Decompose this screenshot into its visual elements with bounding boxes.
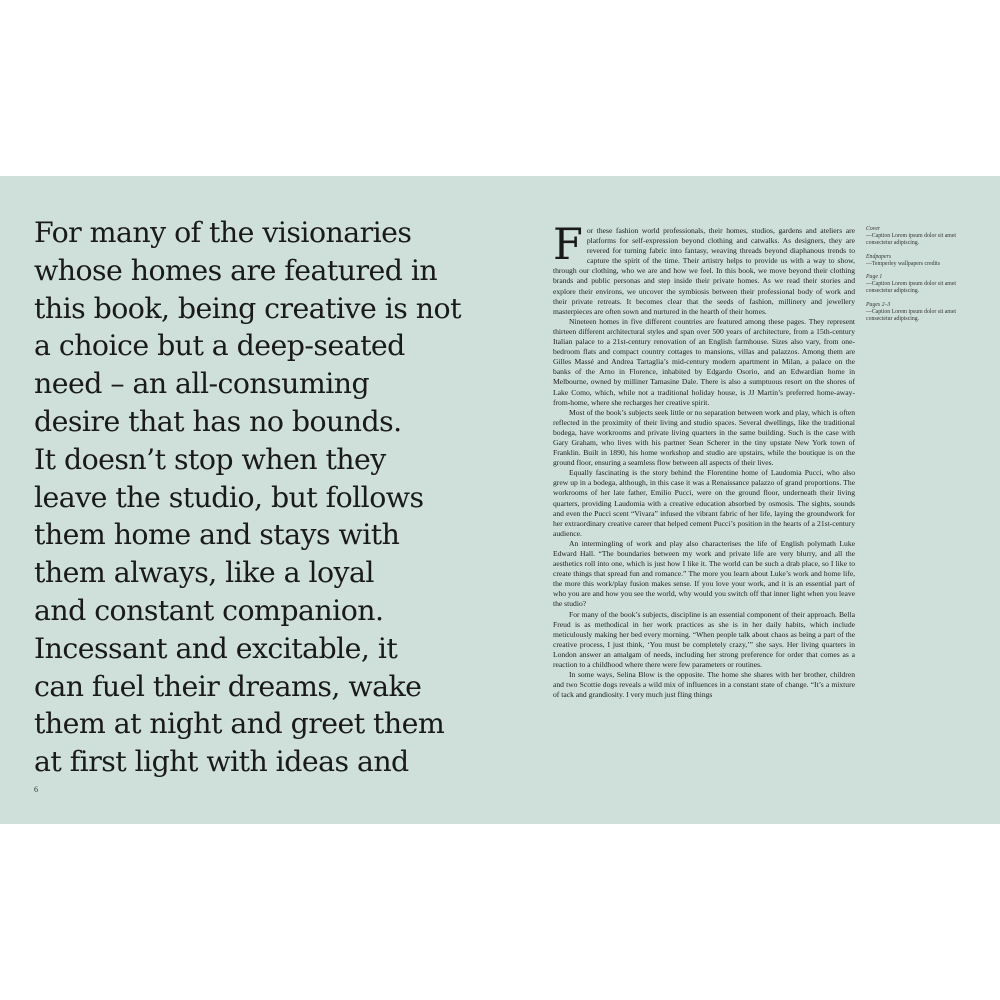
caption-title: Page 1 <box>866 274 883 281</box>
body-paragraph: In some ways, Selina Blow is the opposite. The home she shares with her brother, children and two Scottie dogs reveals a wild mix of influences in a constant state of change. “It’s a mixture of tack and grandiosity. I very much just fling things <box>553 670 855 700</box>
pull-quote-line: whose homes are featured in <box>34 253 438 287</box>
body-text <box>553 220 855 700</box>
body-paragraph: For many of the book’s subjects, discipline is an essential component of their approach. Bella Freud is as methodical in her work practices as she is in her daily habits, which include meticulously making her bed every morning. “When people talk about chaos as being a part of the creative process, I just think, ‘You must be completely crazy,’” she says. Her living quarters in London answer an amalgam of needs, including her strong preference for order that comes as a reaction to a childhood where there were few parameters or routines. <box>553 609 855 670</box>
caption <box>866 274 956 296</box>
body-paragraph: Equally fascinating is the story behind the Florentine home of Laudomia Pucci, who also grew up in a bodega, although, in this case it was a Renaissance palazzo of grand proportions. The workrooms of her late father, Emilio Pucci, were on the ground floor, underneath their living quarters, providing Laudomia with a creative education absorbed by osmosis. The sights, sounds and even the Pucci scent “Vivara” infused the vibrant fabric of her life, laying the groundwork for her extraordinary creative career that helped cement Pucci’s position in the hearts of a 21st-century audience. <box>553 468 855 538</box>
body-paragraph: Most of the book’s subjects seek little or no separation between work and play, which is often reflected in the proximity of their living and studio spaces. Several dwellings, like the traditional bodega, have workrooms and private living quarters in the same building. Such is the case with Gary Graham, who lives with his partner Sean Scherer in the tiny upstate New York town of Franklin. Built in 1890, his home workshop and studio are upstairs, while the boutique is on the ground floor, ensuring a seamless flow between all aspects of their lives. <box>553 407 855 468</box>
pull-quote-line: this book, being creative is not <box>34 291 461 325</box>
pull-quote-line: them at night and greet them <box>34 707 445 741</box>
caption-title: Pages 2–3 <box>866 301 891 308</box>
captions-column <box>866 226 956 329</box>
caption-text: —Temperley wallpapers credits <box>866 260 940 267</box>
caption-text: —Caption Lorem ipsum dolor sit amet consectetur adipiscing. <box>866 308 957 323</box>
pull-quote-line: leave the studio, but follows <box>34 480 424 514</box>
pull-quote-line: For many of the visionaries <box>34 216 412 249</box>
pull-quote-line: Incessant and excitable, it <box>34 631 398 665</box>
pull-quote-line: desire that has no bounds. <box>34 404 402 438</box>
caption-title: Endpapers <box>866 253 892 260</box>
pull-quote-line: can fuel their dreams, wake <box>34 669 422 703</box>
pull-quote-line: It doesn’t stop when they <box>34 442 386 476</box>
body-paragraph <box>553 220 855 317</box>
caption-text: —Caption Lorem ipsum dolor sit amet consectetur adipiscing. <box>866 281 957 295</box>
pull-quote-line: and constant companion. <box>34 593 384 627</box>
caption-title: Cover <box>866 226 881 232</box>
caption <box>866 302 956 324</box>
pull-quote-line: at first light with ideas and <box>34 745 409 779</box>
caption <box>866 254 956 268</box>
body-paragraph: Nineteen homes in five different countries are featured among these pages. They represent thirteen different architectural styles and span over 500 years of architecture, from a 15th-century Italian palace to a 21st-century renovation of an English farmhouse. Sizes also vary, from one-bedroom flats and compact country cottages to mansions, villas and palazzos. Among them are Gilles Massé and Andrea Tartaglia’s mid-century modern apartment in Milan, a palace on the banks of the Arno in Florence, inhabited by Edgardo Osorio, and an Edwardian home in Melbourne, owned by milliner Tamasine Dale. There is also a sumptuous resort on the shores of Lake Como, which, while not a traditional holiday house, is JJ Martin’s preferred home-away-from-home, where she recharges her creative spirit. <box>553 316 855 407</box>
pull-quote <box>34 214 504 781</box>
page-number: 6 <box>34 785 38 794</box>
pull-quote-line: a choice but a deep-seated <box>34 329 405 363</box>
drop-cap: F <box>553 220 583 270</box>
pull-quote-line: them always, like a loyal <box>34 556 374 590</box>
pull-quote-line: need – an all-consuming <box>34 367 370 401</box>
paragraph-text: or these fashion world professionals, their homes, studios, gardens and ateliers are platforms for self-expression beyond clothing and catwalks. As designers, they are revered for turning fabric into fantasy, weaving threads beyond diaphanous trends to capture the spirit of the time. Their artistry helps to provide us with a way to show, through our clothing, who we are and how we feel. In this book, we move beyond their clothing brands and public personas and step inside their private homes. As we read their stories and explore their environs, we uncover the symbiosis between their professional body of work and their private retreats. It becomes clear that the seeds of fashion, millinery and jewellery masterpieces are often sown and nurtured in the hearth of their homes. <box>553 226 855 316</box>
book-spread <box>0 176 1000 824</box>
body-paragraph: An intermingling of work and play also characterises the life of English polymath Luke Edward Hall. “The boundaries between my work and private life are very blurry, and all the aesthetics roll into one, which is just how I like it. The world can be such a drab place, so I like to create things that spread fun and romance.” The more you learn about Luke’s work and home life, the more this work/play fusion makes sense. If you love your work, and it is an essential part of who you are and how you see the world, why would you switch off that inner light when you leave the studio? <box>553 538 855 609</box>
caption <box>866 226 956 248</box>
pull-quote-line: them home and stays with <box>34 518 400 552</box>
caption-text: —Caption Lorem ipsum dolor sit amet consectetur adipiscing. <box>866 233 957 247</box>
